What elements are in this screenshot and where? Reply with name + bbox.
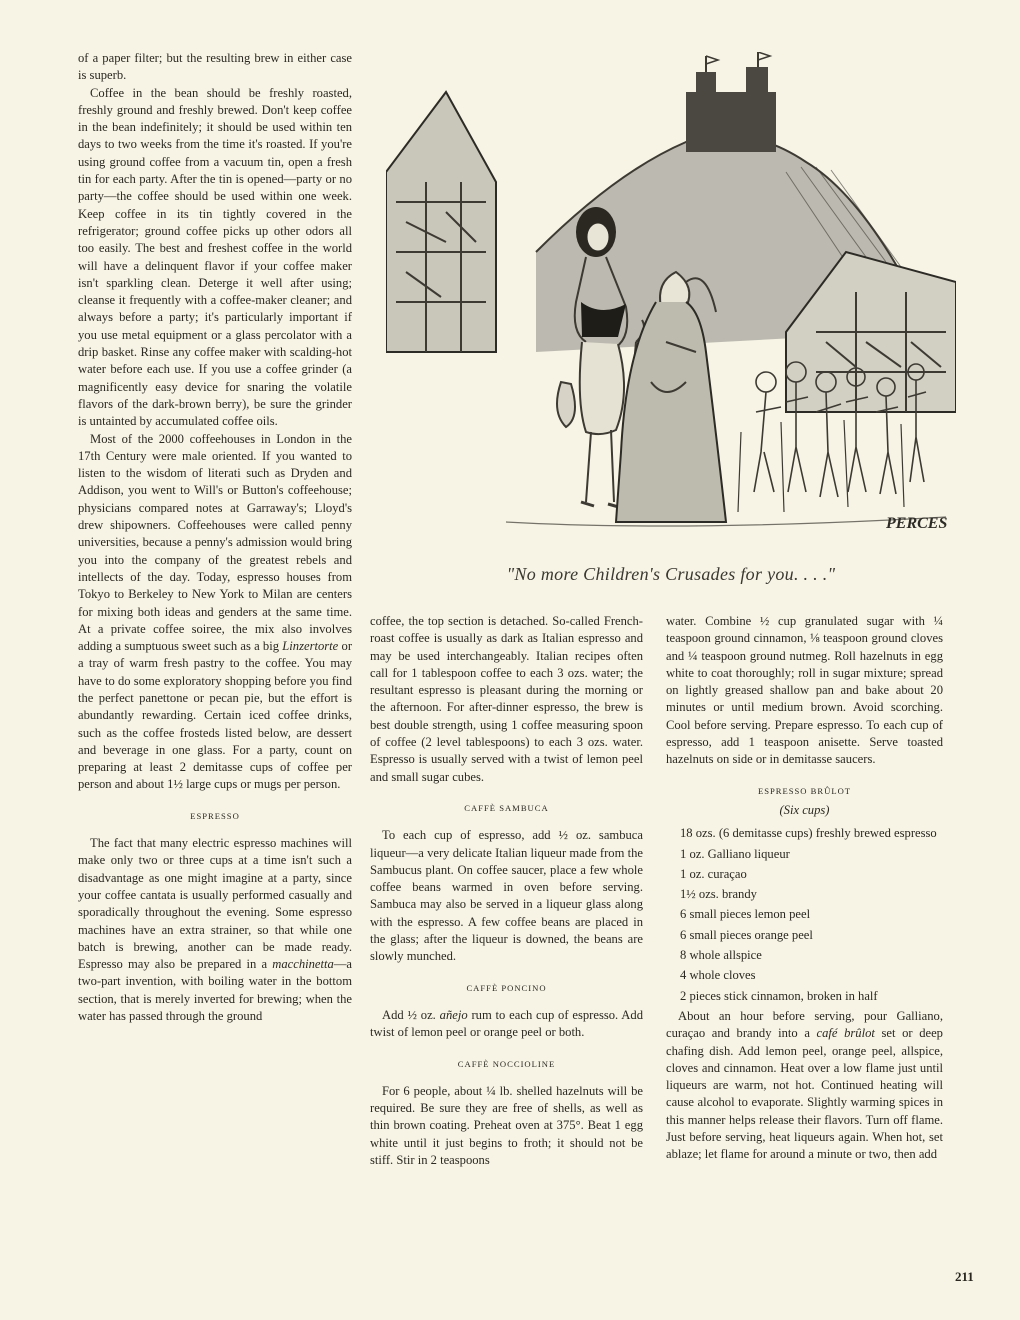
italic-term: añejo [439, 1007, 468, 1022]
text-run: rum to each cup of espresso. Add twist of lemon peel or orange peel or both. [370, 1007, 643, 1040]
text-run: Most of the 2000 coffeehouses in London in the 17th Century were male oriented. If you wanted to listen to the wisdom of literati such as Dryden and Addison, you went to Will's or Button's coffeehouse; physicians compared notes at Garraway's; Lloyd's drew shipowners. Coffeehouses were called penny universities, because a penny's admission would bring you into the company of the greatest rebels and intellects of the day. Today, espresso houses from Tokyo to Berkeley to New York to Milan are centers for mixing both ideas and genders at the same time. At a private coffee soiree, the mix also involves adding a sumptuous sweet such as a big [78, 431, 352, 654]
recipe-yield: (Six cups) [779, 802, 830, 817]
cartoon-caption: "No more Children's Crusades for you. . . ." [506, 564, 836, 584]
ingredient-item: 18 ozs. (6 demitasse cups) freshly brewed espresso [680, 826, 937, 841]
column-1 [78, 50, 352, 1025]
section-heading-caffe-noccioline: CAFFÈ NOCCIOLINE [457, 1058, 556, 1069]
section-heading-espresso-brulot: ESPRESSO BRÛLOT [757, 785, 852, 796]
page-number: 211 [955, 1269, 974, 1284]
paragraph [78, 431, 352, 794]
paragraph: coffee, the top section is detached. So-called French-roast coffee is usually as dark as Italian espresso and may be used interchangeably. Italian recipes often call for 1 tablespoon coffee to each 3 ozs. water; the resultant espresso is pleasant during the morning or the afternoon. For after-dinner espresso, the brew is best double strength, using 1 coffee measuring spoon of coffee (2 level tablespoons) to each 3 ozs. water. Espresso is usually served with a twist of lemon peel and small sugar cubes. [370, 614, 643, 784]
paragraph: Coffee in the bean should be freshly roasted, freshly ground and freshly brewed. Don't keep coffee in the bean indefinitely; it should be used within ten days to two weeks from the time it's roasted. If you're using ground coffee from a vacuum tin, open a fresh tin for each party. After the tin is opened—party or no party—the coffee should be used within one week. Keep coffee in its tin tightly covered in the refrigerator; ground coffee picks up other odors all too easily. The best and freshest coffee in the world will have a delinquent flavor if your coffee maker isn't sparkling clean. Deterge it well after using; cleanse it frequently with a coffee-maker cleaner; and always before a party; it's particularly important if you use metal equipment or a glass percolator with a drip basket. Rinse any coffee maker with scalding-hot water before each use. If you use a coffee grinder (a magnificently easy device for snaring the volatile flavors of the dark-brown berry), be sure the grinder is untainted by accumulated coffee oils. [78, 85, 352, 429]
italic-term: café brûlot [816, 1026, 875, 1041]
paragraph [370, 1007, 643, 1042]
italic-term: macchinetta [272, 957, 334, 972]
italic-term: Linzertorte [282, 639, 339, 654]
ingredient-item: 1 oz. Galliano liqueur [680, 846, 790, 861]
ingredient-item: 2 pieces stick cinnamon, broken in half [680, 988, 878, 1003]
ingredient-item: 8 whole allspice [680, 948, 762, 963]
paragraph: For 6 people, about ¼ lb. shelled hazelnuts will be required. Be sure they are free of shells, as well as thin brown coating. Preheat oven at 375°. Beat 1 egg white until it just begins to froth; it should not be stiff. Stir in 2 teaspoons [370, 1083, 643, 1168]
ingredient-list [666, 825, 943, 1005]
ingredient-item: 1½ ozs. brandy [680, 887, 757, 902]
ingredient-item: 6 small pieces orange peel [680, 927, 813, 942]
column-3 [666, 613, 943, 1164]
section-heading-espresso: ESPRESSO [190, 810, 240, 821]
text-run: or a tray of warm fresh pastry to the coffee. You may have to do some exploratory shopping before you find the perfect panettone or pecan pie, but the effort is abundantly rewarding. Certain iced coffee drinks, such as the coffee frosteds listed below, are dessert and beverage in one glass. For a party, count on preparing at least 2 demitasse cups of coffee per person and about 1½ large cups or mugs per person. [78, 639, 353, 792]
text-run: The fact that many electric espresso machines will make only two or three cups at a time isn't such a disadvantage as one might imagine at a party, since your coffee cantata is usually performed casually and sporadically throughout the evening. Some espresso machines have an extra strainer, so that while one batch is brewing, another can be made ready. Espresso may also be prepared in a [78, 836, 352, 972]
section-heading-caffe-poncino: CAFFÈ PONCINO [466, 982, 547, 993]
paragraph [78, 835, 352, 1025]
column-2 [370, 613, 643, 1169]
artist-signature: PERCES [886, 515, 948, 532]
paragraph: water. Combine ½ cup granulated sugar with ¼ teaspoon ground cinnamon, ⅛ teaspoon ground cloves and ¼ teaspoon ground nutmeg. Roll hazelnuts in egg white to coat thoroughly; roll in sugar mixture; spread on lightly greased shallow pan and bake about 20 minutes or until medium brown. Avoid scorching. Cool before serving. Prepare espresso. To each cup of espresso, add 1 teaspoon anisette. Serve toasted hazelnuts on side or in demitasse saucers. [666, 614, 943, 767]
text-run: Add ½ oz. [382, 1007, 436, 1022]
paragraph: of a paper filter; but the resulting brew in either case is superb. [78, 51, 352, 83]
section-heading-caffe-sambuca: CAFFÈ SAMBUCA [464, 802, 549, 813]
ingredient-item: 6 small pieces lemon peel [680, 907, 811, 922]
ingredient-item: 1 oz. curaçao [680, 866, 747, 881]
paragraph: To each cup of espresso, add ½ oz. sambuca liqueur—a very delicate Italian liqueur made from the Sambucus plant. On coffee saucer, place a few whole coffee beans warmed in oven before serving. Sambuca may also be served in a liqueur glass along with the espresso. A few coffee beans are placed in the glass; after the liqueur is downed, the beans are slowly munched. [370, 828, 643, 964]
text-run: —a two-part invention, with boiling water in the bottom section, that is merely inverted for brewing; when the water has passed through the ground [78, 957, 352, 1024]
text-run: set or deep chafing dish. Add lemon peel, orange peel, allspice, cloves and cinnamon. Heat over a low flame just until liqueurs are warm, not hot. Continued heating will cause alcohol to evaporate. Slightly warming spices in this manner helps release their flavors. Turn off flame. Just before serving, heat liqueurs again. When hot, set ablaze; let flame for around a minute or two, then add [666, 1026, 943, 1162]
ingredient-item: 4 whole cloves [680, 968, 756, 983]
cartoon-illustration [386, 52, 956, 552]
text-run: About an hour before serving, pour Galliano, curaçao and brandy into a [666, 1008, 943, 1041]
paragraph [666, 1008, 943, 1164]
